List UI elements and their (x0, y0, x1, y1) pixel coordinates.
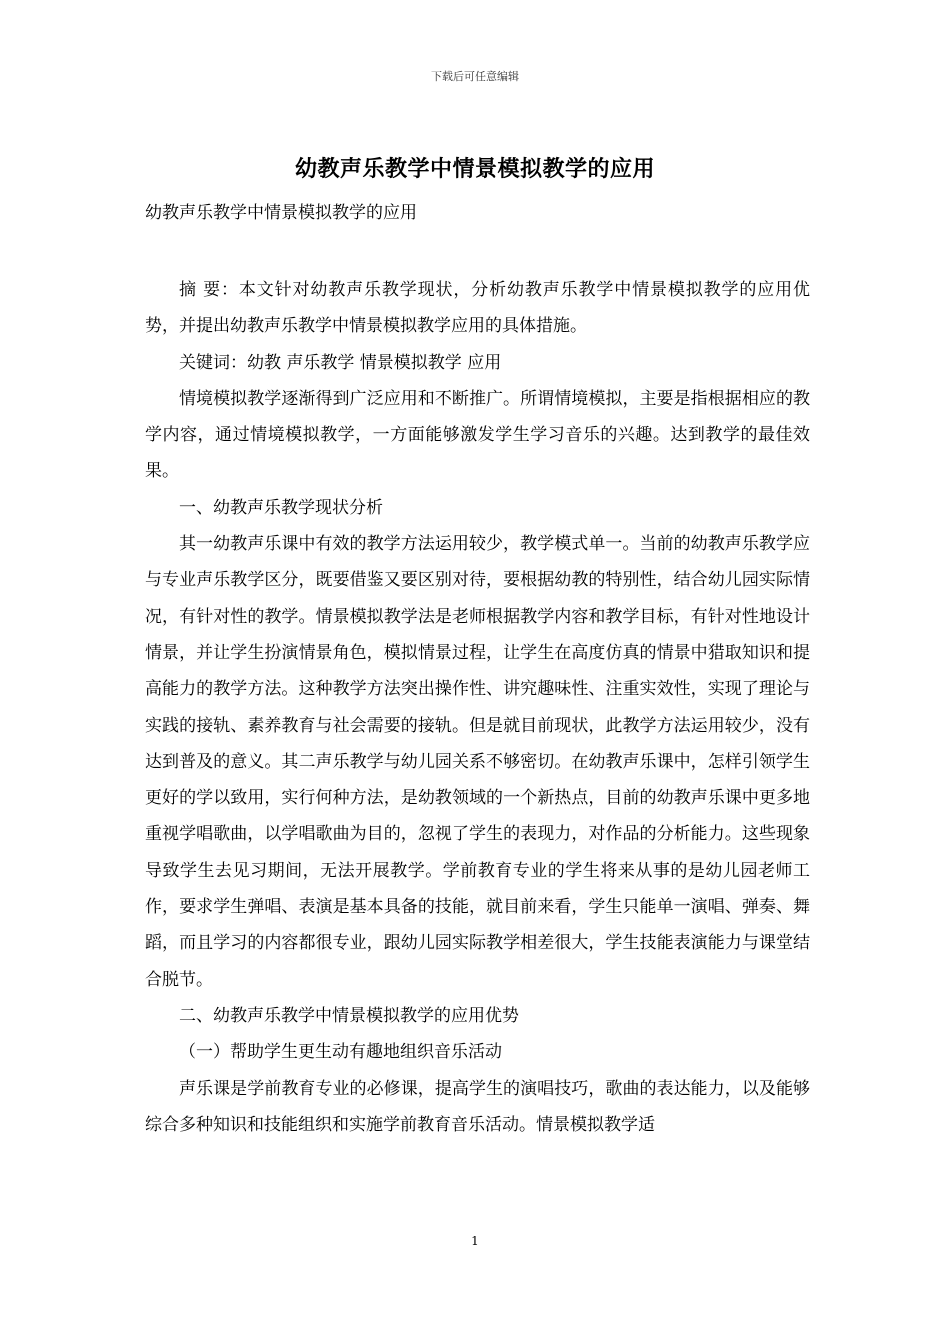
keywords-paragraph: 关键词：幼教 声乐教学 情景模拟教学 应用 (179, 352, 502, 373)
document-title: 幼教声乐教学中情景模拟教学的应用 (294, 156, 655, 182)
section-heading-2: 二、幼教声乐教学中情景模拟教学的应用优势 (179, 1005, 519, 1026)
spacer (145, 228, 810, 272)
abstract-paragraph: 摘 要：本文针对幼教声乐教学现状，分析幼教声乐教学中情景模拟教学的应用优势，并提出幼教声乐教学中情景模拟教学应用的具体措施。 (145, 280, 810, 337)
body-paragraph: 其一幼教声乐课中有效的教学方法运用较少，教学模式单一。当前的幼教声乐教学应与专业声乐教学区分，既要借鉴又要区别对待，要根据幼教的特别性，结合幼儿园实际情况，有针对性的教学。情景模拟教学法是老师根据教学内容和教学目标，有针对性地设计情景，并让学生扮演情景角色，模拟情景过程，让学生在高度仿真的情景中猎取知识和提高能力的教学方法。这种教学方法突出操作性、讲究趣味性、注重实效性，实现了理论与实践的接轨、素养教育与社会需要的接轨。但是就目前现状，此教学方法运用较少，没有达到普及的意义。其二声乐教学与幼儿园关系不够密切。在幼教声乐课中，怎样引领学生更好的学以致用，实行何种方法，是幼教领域的一个新热点，目前的幼教声乐课中更多地重视学唱歌曲，以学唱歌曲为目的，忽视了学生的表现力，对作品的分析能力。这些现象导致学生去见习期间，无法开展教学。学前教育专业的学生将来从事的是幼儿园老师工作，要求学生弹唱、表演是基本具备的技能，就目前来看，学生只能单一演唱、弹奏、舞蹈，而且学习的内容都很专业，跟幼儿园实际教学相差很大，学生技能表演能力与课堂结合脱节。 (145, 534, 810, 990)
document-subtitle: 幼教声乐教学中情景模拟教学的应用 (145, 203, 417, 223)
intro-paragraph: 情境模拟教学逐渐得到广泛应用和不断推广。所谓情境模拟，主要是指根据相应的教学内容，通过情境模拟教学，一方面能够激发学生学习音乐的兴趣。达到教学的最佳效果。 (145, 388, 810, 482)
subsection-heading-1: （一）帮助学生更生动有趣地组织音乐活动 (179, 1042, 502, 1063)
section-heading-1: 一、幼教声乐教学现状分析 (179, 497, 383, 518)
body-paragraph-2: 声乐课是学前教育专业的必修课，提高学生的演唱技巧，歌曲的表达能力，以及能够综合多种知识和技能组织和实施学前教育音乐活动。情景模拟教学适 (145, 1078, 810, 1135)
header-note: 下载后可任意编辑 (431, 70, 519, 83)
document-body (145, 198, 810, 1143)
page-number: 1 (471, 1234, 479, 1248)
